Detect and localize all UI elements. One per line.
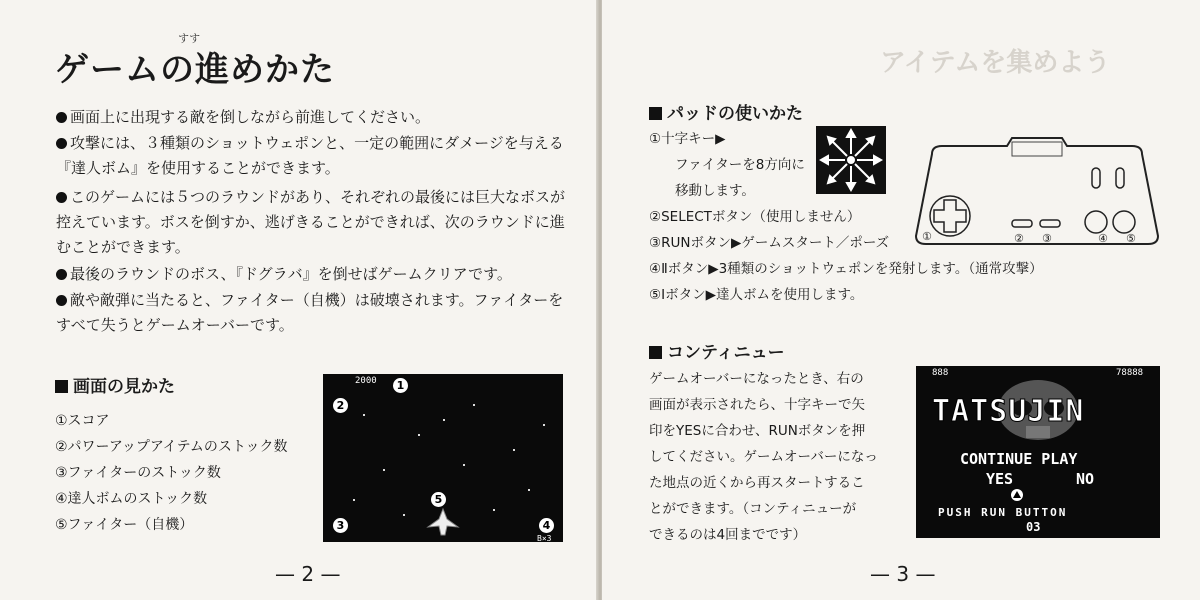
legend-item: ③ファイターのストック数: [55, 465, 221, 481]
title-ruby: すす: [178, 32, 201, 45]
section-title-text: 画面の見かた: [73, 377, 175, 397]
selection-cursor-icon: [1010, 488, 1024, 502]
game-logo: TATSUJIN: [932, 394, 1085, 429]
pad-label-4: ④: [1098, 232, 1108, 245]
screen-legend-list: [55, 408, 288, 538]
page-number: — 3 —: [870, 562, 936, 586]
pad-item: ⑤Ⅰボタン▶達人ボムを使用します。: [649, 287, 864, 303]
pad-item: ③RUNボタン▶ゲームスタート／ポーズ: [649, 235, 890, 251]
star: [528, 489, 530, 491]
badge-3: 3: [333, 518, 348, 533]
legend-item: ①スコア: [55, 413, 110, 429]
square-bullet-icon: [649, 107, 662, 120]
star: [363, 414, 365, 416]
continue-count: 03: [1026, 520, 1041, 534]
bullet-icon: [56, 295, 67, 306]
continue-line: ゲームオーバーになったとき、右の: [649, 371, 864, 387]
paragraph-2: [56, 131, 576, 181]
gameplay-screenshot: [323, 374, 563, 542]
score-left-readout: 888: [932, 368, 949, 378]
continue-line: できるのは4回までです）: [649, 527, 807, 543]
pad-label-3: ③: [1042, 232, 1052, 245]
pad-label-1: ①: [922, 230, 932, 243]
star: [493, 509, 495, 511]
pad-label-2: ②: [1014, 232, 1024, 245]
pad-section-title: [649, 99, 803, 124]
continue-text: [649, 366, 878, 548]
badge-2: 2: [333, 398, 348, 413]
bullet-icon: [56, 192, 67, 203]
star: [383, 469, 385, 471]
square-bullet-icon: [55, 380, 68, 393]
star: [543, 424, 545, 426]
star: [353, 499, 355, 501]
pad-label-5: ⑤: [1126, 232, 1136, 245]
pad-item-detail: 移動します。: [675, 183, 755, 199]
push-run-button-text: PUSH RUN BUTTON: [938, 506, 1068, 519]
continue-line: してください。ゲームオーバーになっ: [649, 449, 878, 465]
star: [403, 514, 405, 516]
no-option[interactable]: NO: [1076, 470, 1095, 488]
show-through-heading: アイテムを集めよう: [880, 48, 1111, 78]
bomb-stock-readout: B×3: [537, 534, 552, 542]
pad-item: ②SELECTボタン（使用しません）: [649, 209, 861, 225]
gamepad-diagram: [912, 136, 1162, 248]
badge-5: 5: [431, 492, 446, 507]
yes-option[interactable]: YES: [986, 470, 1014, 488]
paragraph-text: 敵や敵弾に当たると、ファイター（自機）は破壊されます。ファイターをすべて失うとゲームオーバーです。: [56, 291, 564, 334]
paragraph-text: 最後のラウンドのボス、『ドグラバ』を倒せばゲームクリアです。: [70, 265, 512, 283]
paragraph-text: 画面上に出現する敵を倒しながら前進してください。: [70, 108, 431, 126]
page-title: ゲームの進めかた: [55, 50, 335, 90]
eight-direction-arrows-icon: [816, 126, 886, 194]
fighter-ship-icon: [426, 507, 460, 537]
paragraph-4: [56, 262, 576, 287]
section-title-text: コンティニュー: [667, 343, 785, 363]
legend-item: ④達人ボムのストック数: [55, 491, 208, 507]
bullet-icon: [56, 269, 67, 280]
paragraph-3: [56, 185, 576, 260]
continue-line: た地点の近くから再スタートするこ: [649, 475, 865, 491]
continue-line: とができます。（コンティニューが: [649, 501, 857, 517]
star: [513, 449, 515, 451]
section-title-text: パッドの使いかた: [667, 104, 803, 124]
pad-item: ④Ⅱボタン▶3種類のショットウェポンを発射します。（通常攻撃）: [649, 261, 1043, 277]
continue-prompt: CONTINUE PLAY: [960, 450, 1078, 468]
page-3: [602, 0, 1200, 600]
star: [418, 434, 420, 436]
screen-section-title: [55, 372, 175, 397]
pad-item-detail: ファイターを8方向に: [675, 157, 805, 173]
legend-item: ⑤ファイター（自機）: [55, 517, 194, 533]
bullet-icon: [56, 138, 67, 149]
pad-item: ①十字キー▶: [649, 131, 726, 147]
page-number: — 2 —: [275, 562, 341, 586]
star: [443, 419, 445, 421]
badge-1: 1: [393, 378, 408, 393]
square-bullet-icon: [649, 346, 662, 359]
continue-line: 画面が表示されたら、十字キーで矢: [649, 397, 865, 413]
score-right-readout: 78888: [1116, 368, 1144, 378]
paragraph-5: [56, 288, 576, 338]
continue-screenshot: [916, 366, 1160, 538]
continue-section-title: [649, 338, 785, 363]
paragraph-1: [56, 105, 576, 130]
continue-line: 印をYESに合わせ、RUNボタンを押: [649, 423, 866, 439]
badge-4: 4: [539, 518, 554, 533]
star: [463, 464, 465, 466]
score-readout: 2000: [355, 376, 377, 386]
paragraph-text: このゲームには５つのラウンドがあり、それぞれの最後には巨大なボスが控えています。ボスを倒すか、逃げきることができれば、次のラウンドに進むことができます。: [56, 188, 566, 256]
page-2: [0, 0, 598, 600]
paragraph-text: 攻撃には、３種類のショットウェポンと、一定の範囲にダメージを与える『達人ボム』を使用することができます。: [56, 134, 564, 177]
legend-item: ②パワーアップアイテムのストック数: [55, 439, 288, 455]
star: [473, 404, 475, 406]
bullet-icon: [56, 112, 67, 123]
